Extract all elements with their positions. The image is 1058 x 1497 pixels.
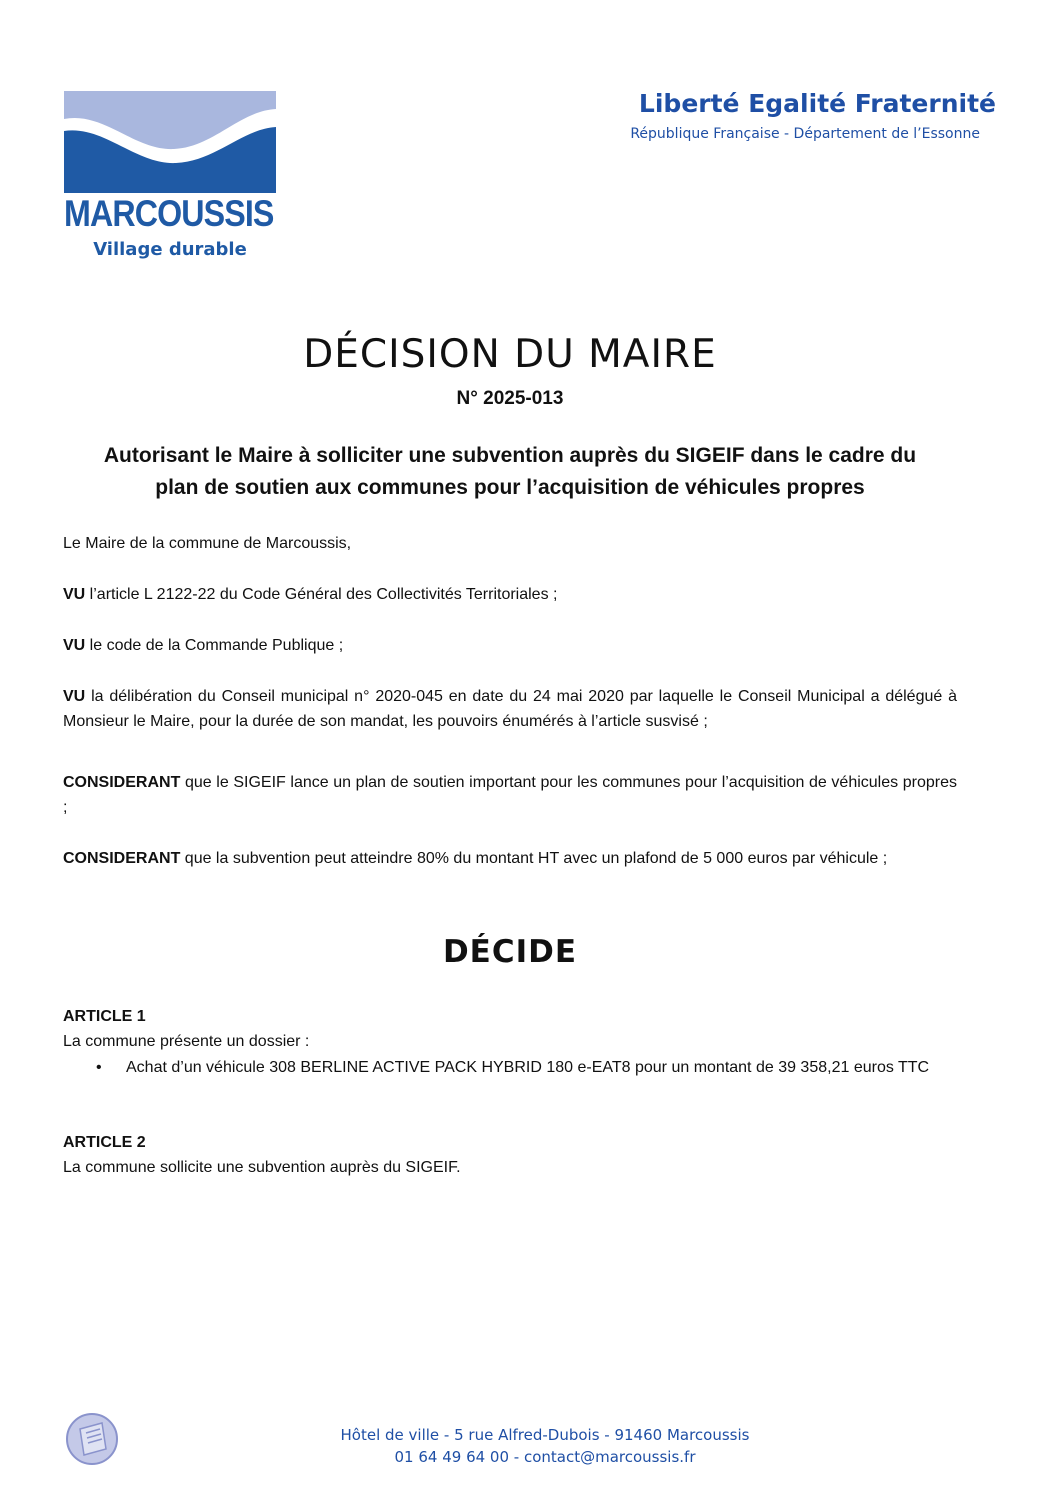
logo-wordmark: MARCOUSSIS [64,193,274,234]
decision-number: N° 2025-013 [456,388,564,409]
visa-item [63,582,957,607]
visa-keyword: VU [63,586,86,603]
list-item [63,1055,957,1080]
document-title: DÉCISION DU MAIRE [303,332,717,377]
article-1-title: ARTICLE 1 [63,1008,146,1025]
visa-text: la délibération du Conseil municipal n° 2020-045 en date du 24 mai 2020 par laquelle le Conseil Municipal a délégué à Monsieur le Maire, pour la durée de son mandat, les pouvoirs énumérés à l’article susvisé ; [63,688,957,730]
wave-logo-icon [64,91,276,193]
republic-motto: Liberté Egalité Fraternité [638,89,996,118]
marcoussis-logo [64,91,276,193]
article-2-text: La commune sollicite une subvention auprès du SIGEIF. [63,1159,461,1176]
visa-item [63,684,957,734]
considerant-text: que le SIGEIF lance un plan de soutien important pour les communes pour l’acquisition de véhicules propres ; [63,774,957,816]
visa-keyword: VU [63,688,86,705]
list-item-text: Achat d’un véhicule 308 BERLINE ACTIVE PACK HYBRID 180 e-EAT8 pour un montant de 39 358,21 euros TTC [126,1059,930,1076]
intro-text: Le Maire de la commune de Marcoussis, [63,535,352,552]
republic-subtitle: République Française - Département de l’Essonne [630,126,980,142]
visa-keyword: VU [63,637,86,654]
footer-address: Hôtel de ville - 5 rue Alfred-Dubois - 91460 Marcoussis [340,1426,750,1444]
article-1-text: La commune présente un dossier : [63,1033,310,1050]
considerant-keyword: CONSIDERANT [63,850,181,867]
decide-heading: DÉCIDE [442,934,578,970]
subject-line-1: Autorisant le Maire à solliciter une subvention auprès du SIGEIF dans le cadre du [103,444,917,467]
decision-subject [40,440,980,504]
footer-contact: 01 64 49 64 00 - contact@marcoussis.fr [394,1448,696,1466]
considerant-keyword: CONSIDERANT [63,774,181,791]
recycle-paper-icon [64,1411,120,1467]
considerant-item [63,770,957,820]
article-2-title: ARTICLE 2 [63,1134,146,1151]
logo-tagline: Village durable [93,239,247,260]
article-1-list [63,1055,957,1080]
bullet-icon: • [96,1059,102,1076]
visa-text: l’article L 2122-22 du Code Général des Collectivités Territoriales ; [85,586,558,603]
considerant-item [63,846,957,871]
subject-line-2: plan de soutien aux communes pour l’acquisition de véhicules propres [155,476,865,499]
visa-text: le code de la Commande Publique ; [85,637,344,654]
considerant-text: que la subvention peut atteindre 80% du montant HT avec un plafond de 5 000 euros par véhicule ; [180,850,888,867]
visa-item [63,633,957,658]
